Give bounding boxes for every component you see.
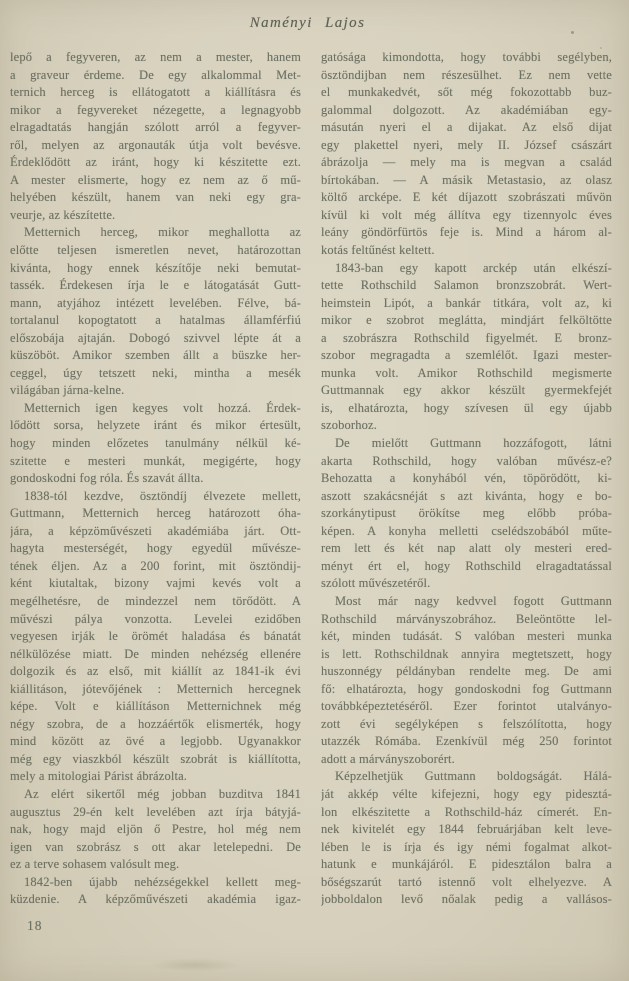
text-line: Metternich igen kegyes volt hozzá. Érdek-: [24, 400, 301, 415]
text-line: munka volt. Amikor Rothschild megismerte: [321, 365, 612, 380]
running-header-author: Naményi Lajos: [249, 15, 366, 31]
text-line: gondoskodni fog róla. És szavát állta.: [10, 471, 204, 486]
text-line: Érdeklődött az iránt, hogy ki készitette ezt.: [10, 155, 301, 170]
text-line: el munkakedvét, sőt még fokozottabb buz-: [321, 85, 612, 100]
text-line: még egy viaszkból készült szobrát is kiállította,: [10, 751, 301, 766]
paragraph: [10, 488, 301, 786]
scan-speck: [600, 47, 602, 49]
text-line: Guttmannak egy akkor készült gyermekfejét: [321, 383, 612, 398]
text-line: bírtokában. — A másik Metastasio, az olasz: [321, 172, 612, 187]
text-line: ről, melyen az argonauták útja volt bevésve.: [10, 137, 301, 152]
text-line: szoborhoz.: [321, 418, 377, 433]
paragraph: [321, 49, 612, 260]
text-line: adott a márványszoborért.: [321, 751, 455, 766]
text-line: ját akkép vélte kifejezni, hogy egy pidesztá-: [321, 786, 612, 801]
text-line: küszöböt. Amikor szemben állt a büszke her-: [10, 348, 301, 363]
text-line: bőségszarút tartó istennő volt elhelyezve. A: [321, 874, 612, 889]
text-line: ösztöndijban nem részesülhet. Ez nem vette: [321, 67, 612, 82]
text-line: mind között az övé a legjobb. Ugyanakkor: [10, 734, 301, 749]
column-left: [10, 49, 301, 909]
text-line: két, minden tudását. S valóban mesteri munka: [321, 629, 612, 644]
text-line: szólott művészetéről.: [321, 576, 431, 591]
text-line: ként kiutaltak, bizony vajmi kevés volt a: [10, 576, 301, 591]
paragraph: [321, 593, 612, 768]
text-line: augusztus 29-én kelt levelében azt írja bátyjá-: [10, 804, 301, 819]
text-line: egy plakettel nyeri, mely II. József császárt: [321, 137, 612, 152]
text-line: előszobája ajtaján. Dobogó szivvel lépte át a: [10, 330, 301, 345]
text-line: kivánta, hogy ennek készítője neki bemutat-: [10, 260, 301, 275]
text-line: mikor e szobrot meglátta, mindjárt felköltötte: [321, 313, 612, 328]
text-line: mikor a fegyvereket nézegette, a legnagyobb: [10, 102, 301, 117]
text-line: Most már nagy kedvvel fogott Guttmann: [335, 593, 612, 608]
text-line: szitette e mesteri munkát, megigérte, hogy: [10, 453, 301, 468]
text-line: galommal dolgozott. Az akadémiában egy-: [321, 102, 612, 117]
text-line: ez a terve sohasem valósult meg.: [10, 857, 180, 872]
text-line: mely a mitologiai Párist ábrázolta.: [10, 769, 188, 784]
text-line: tének éljen. Az a 200 forint, mit ösztöndij-: [10, 558, 301, 573]
text-line: nak, hogy majd eljön ő Pestre, hol még nem: [10, 822, 301, 837]
text-line: szorkánytipust örökítse meg előbb próba-: [321, 506, 612, 521]
text-line: képe. Volt e kiállításon Metternichnek még: [10, 699, 301, 714]
text-line: világában járna-kelne.: [10, 383, 125, 398]
paragraph: [10, 224, 301, 399]
text-line: lődött sorsa, helyzete iránt és mikor értesült,: [10, 418, 301, 433]
text-line: jobboldalon levő nőalak pedig a vallásos-: [321, 892, 612, 907]
text-line: Metternich herceg, mikor meghallotta az: [24, 225, 301, 240]
text-line: küzdenie. A képzőművészeti akadémia igaz-: [10, 892, 301, 907]
text-line: is lett. Rothschildnak annyira megtetszett, hogy: [321, 646, 612, 661]
text-line: lon elkészitette a Rothschild-ház címerét. En-: [321, 804, 612, 819]
text-line: előtte teljesen ismeretlen nevet, határozottan: [10, 243, 301, 258]
paragraph: [10, 49, 301, 224]
column-right: [321, 49, 612, 909]
text-line: lepő a fegyveren, az nem a mester, hanem: [10, 50, 301, 64]
text-line: Képzelhetjük Guttmann boldogságát. Hálá-: [335, 769, 612, 784]
text-line: Behozatta a konyhából vén, töpörödött, ki-: [321, 471, 612, 486]
text-line: elragadtatás hangján szólott arról a fegyver-: [10, 120, 301, 135]
text-line: tette Rothschild Salamon bronzszobrát. Wert-: [321, 278, 612, 293]
paragraph: [10, 874, 301, 909]
text-line: tassék. Érdekesen írja le e látogatását Gutt-: [10, 278, 301, 293]
text-line: ményt ért el, hogy Rothschild elragadtatással: [321, 558, 612, 573]
text-line: A mester elismerte, hogy ez nem az ő mű-: [10, 172, 301, 187]
text-line: nélkülözése miatt. De minden nehézség ellenére: [10, 646, 301, 661]
text-line: 1843-ban egy kapott arckép után elkészí-: [335, 260, 612, 275]
text-line: akarta Rothschild, hogy valóban művész-e?: [321, 453, 612, 468]
text-line: ternich herceg is ellátogatott a kiállításra és: [10, 85, 301, 100]
running-header: [0, 15, 615, 32]
text-line: is, elhatározta, hogy szívesen ül egy újabb: [321, 400, 612, 415]
text-line: nek kivitelét egy 1844 februárjában kelt leve-: [321, 822, 612, 837]
text-line: négy szobra, de a hozzáértők elismerték, hogy: [10, 716, 301, 731]
text-line: leány göndörfürtös feje is. Mind a három al-: [321, 225, 612, 240]
text-line: kotás feltűnést keltett.: [321, 243, 435, 258]
text-line: hatunk e munkájáról. E pidesztálon balra a: [321, 857, 612, 872]
text-line: 1838-tól kezdve, ösztöndíj élvezete mellett,: [24, 488, 301, 503]
text-line: rem lett és két nap alatt oly mesteri ered-: [321, 541, 612, 556]
text-line: huszonnégy példányban rendelte meg. De ami: [321, 664, 612, 679]
text-line: Guttmann, Metternich herceg határozott óha-: [10, 506, 301, 521]
text-line: mann, atyjához intézett levelében. Félve, bá-: [10, 295, 301, 310]
paragraph: [321, 435, 612, 593]
text-line: helyében készült, hanem van neki egy gra-: [10, 190, 301, 205]
text-line: továbbképeztetéséről. Ezer forintot utalványo-: [321, 699, 612, 714]
text-line: zott évi segélyképen s felszólította, hogy: [321, 716, 612, 731]
text-line: utazzék Rómába. Ezenkívül még 250 forintot: [321, 734, 612, 749]
text-line: veurje, az készítette.: [10, 207, 116, 222]
text-line: lében le is írja és igy némi fogalmat alkot-: [321, 839, 612, 854]
text-line: költő arcképe. E két díjazott szobrászati művön: [321, 190, 612, 205]
text-line: heimstein Lipót, a bankár titkára, volt az, ki: [321, 295, 612, 310]
text-line: megélhetésre, de mindezzel nem törődött. A: [10, 593, 301, 608]
text-line: igen van szobrász s ott akar letelepedni. De: [10, 839, 301, 854]
paragraph: [321, 260, 612, 435]
text-line: fő: elhatározta, hogy gondoskodni fog Guttmann: [321, 681, 612, 696]
text-line: szobor megragadta a szemlélőt. Igazi mester-: [321, 348, 612, 363]
paragraph: [10, 786, 301, 874]
text-columns: [10, 49, 612, 909]
text-line: 1842-ben újabb nehézségekkel kellett meg-: [24, 874, 301, 889]
scan-smudge: [150, 958, 240, 972]
text-line: kiállitáson, jótevőjének : Metternich hercegnek: [10, 681, 301, 696]
text-line: képen. A konyha melletti cselédszobából műte-: [321, 523, 612, 538]
text-line: a szobrászra Rothschild figyelmét. E bronz-: [321, 330, 612, 345]
text-line: De mielőtt Guttmann hozzáfogott, látni: [335, 436, 612, 451]
page-footer: [27, 917, 43, 935]
scan-speck: [571, 31, 574, 34]
page-number: 18: [27, 918, 43, 933]
text-line: ábrázolja — mely ma is megvan a család: [321, 155, 612, 170]
text-line: dolgozik és az első, mit kiállít az 1841-ik évi: [10, 664, 301, 679]
text-line: Az elért sikertől még jobban buzditva 1841: [24, 786, 301, 801]
text-line: a graveur érdeme. De egy alkalommal Met-: [10, 67, 301, 82]
text-line: hogy minden előzetes tanulmány nélkül ké-: [10, 436, 301, 451]
text-line: művészi pálya vonzotta. Levelei ezidőben: [10, 611, 301, 626]
text-line: jára, a képzöművészeti akadémiába járt. Ott-: [10, 523, 301, 538]
text-line: gatósága kimondotta, hogy további segélyben,: [321, 50, 612, 64]
text-line: vegyesen irják le örömét haladása és bánatát: [10, 629, 301, 644]
text-line: másután nyeri el a dijakat. Az első dijat: [321, 120, 612, 135]
paragraph: [321, 768, 612, 908]
text-line: Rothschild márványszobrához. Beleöntötte lel-: [321, 611, 612, 626]
text-line: hagyta mesterségét, hogy egyedül művésze-: [10, 541, 301, 556]
paragraph: [10, 400, 301, 488]
text-line: kívül ki volt még állítva egy tizennyolc éves: [321, 207, 612, 222]
text-line: tortalanul kopogtatott a hatalmas államférfiú: [10, 313, 301, 328]
text-line: aszott szakácsnéját s azt kivánta, hogy e bo-: [321, 488, 612, 503]
text-line: ceggel, úgy tetszett neki, mintha a mesék: [10, 365, 301, 380]
